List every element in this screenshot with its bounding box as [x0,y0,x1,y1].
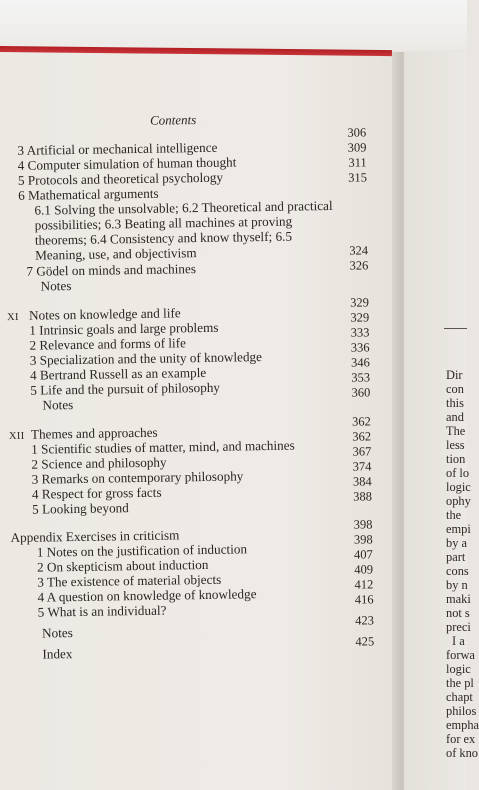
toc-page: 362 [352,429,372,444]
right-page-rule [444,328,467,329]
toc-entry: 1 Notes on the justification of induction [36,541,248,560]
toc-entry: 5 Life and the pursuit of philosophy [30,379,221,398]
toc-entry: 1 Scientific studies of matter, mind, and machines [31,437,295,457]
right-page-fragment: maki [446,592,471,606]
right-page-fragment: the [446,508,462,522]
toc-entry: 5 What is an individual? [37,602,167,620]
toc-page: 311 [348,155,367,170]
toc-entry: 4 Respect for gross facts [31,484,162,502]
right-page-fragment: philos [446,704,477,718]
toc-entry: 6 Mathematical arguments [18,185,159,203]
right-page-fragment: tion [446,452,466,466]
toc-page: 362 [351,414,371,429]
toc-entry: 4 Bertrand Russell as an example [29,364,207,383]
toc-entry: 3 Remarks on contemporary philosophy [31,468,244,487]
toc-entry: Notes [42,397,74,413]
right-page-fragment: by n [446,578,468,592]
toc-page: 398 [353,517,373,532]
toc-page: 423 [355,613,375,628]
right-page-fragment: this [446,396,464,410]
toc-entry: 6.1 Solving the unsolvable; 6.2 Theoretical and practical [34,197,333,218]
right-page-fragment: not s [446,606,470,620]
toc-entry: Index [42,646,73,662]
right-page-fragment: logic [446,662,471,676]
toc-entry: possibilities; 6.3 Beating all machines at proving [34,213,293,233]
right-page-fragment: less [446,438,465,452]
chapter-number: XII [8,430,25,443]
toc-page: 360 [351,385,371,400]
toc-page: 336 [350,340,370,355]
toc-page: 329 [350,310,370,325]
toc-entry: 4 Computer simulation of human thought [17,154,237,173]
toc-entry: 1 Intrinsic goals and large problems [29,319,219,338]
toc-page: 374 [352,459,372,474]
toc-page: 367 [352,444,372,459]
toc-entry: 4 A question on knowledge of knowledge [37,586,257,605]
chapter-title: Themes and approaches [30,424,158,442]
right-page-fragment: The [446,424,466,438]
right-page-fragment: chapt [446,690,473,704]
right-page-fragment: empi [446,522,471,536]
right-page-fragment: part [446,550,466,564]
toc-entry: theorems; 6.4 Consistency and know thyself; 6.5 [34,228,293,248]
toc-entry: 2 Science and philosophy [31,454,167,472]
toc-page: 416 [354,592,374,607]
toc-entry: Notes [41,625,73,641]
right-page-fragment: the pl [446,676,474,690]
right-page-fragment: I a [452,634,465,648]
toc-page: 346 [350,355,370,370]
chapter-number: XI [7,311,19,324]
right-page-fragment: Dir [446,368,463,382]
toc-page: 384 [352,474,372,489]
right-page-fragment: con [446,382,464,396]
toc-page: 306 [347,125,367,140]
toc-page: 315 [348,170,368,185]
toc-entry: 5 Looking beyond [31,500,129,517]
right-page-fragment: for ex [446,732,476,746]
right-page-fragment: cons [446,564,469,578]
toc-page: 388 [353,489,373,504]
toc-entry: 2 Relevance and forms of life [29,335,186,353]
toc-entry: 7 Gödel on minds and machines [26,261,197,279]
toc-page: 407 [354,547,373,562]
toc-page: 326 [349,258,369,273]
toc-page: 412 [354,577,374,592]
toc-page: 398 [353,532,373,547]
background-top [0,0,467,50]
right-page-fragment: empha [446,718,479,732]
toc-page: 333 [350,325,370,340]
toc-page: 409 [354,562,374,577]
right-page-fragment: logic [446,480,471,494]
right-page-fragment: and [446,410,464,424]
toc-page: 309 [347,140,367,155]
toc-entry: Notes [40,278,72,294]
right-page-fragment: forwa [446,648,475,662]
toc-page: 324 [349,243,369,258]
toc-page: 329 [350,295,370,310]
contents-heading: Contents [149,112,197,128]
appendix-title: Appendix Exercises in criticism [10,527,180,546]
toc-entry: 3 Specialization and the unity of knowledge [29,349,263,368]
toc-entry: 3 The existence of material objects [37,571,222,590]
right-page-fragment: preci [446,620,471,634]
right-page-fragment: by a [446,536,467,550]
toc-page: 353 [351,370,371,385]
chapter-title: Notes on knowledge and life [28,305,181,323]
toc-entry: Meaning, use, and objectivism [35,245,197,263]
right-page-fragment: of lo [446,466,470,480]
toc-entry: 3 Artificial or mechanical intelligence [17,139,218,158]
right-page-fragment: of kno [446,746,479,760]
right-page-fragment: ophy [446,494,471,508]
toc-entry: 2 On skepticism about induction [36,556,209,575]
toc-entry: 5 Protocols and theoretical psychology [17,169,224,188]
toc-page: 425 [355,634,375,649]
